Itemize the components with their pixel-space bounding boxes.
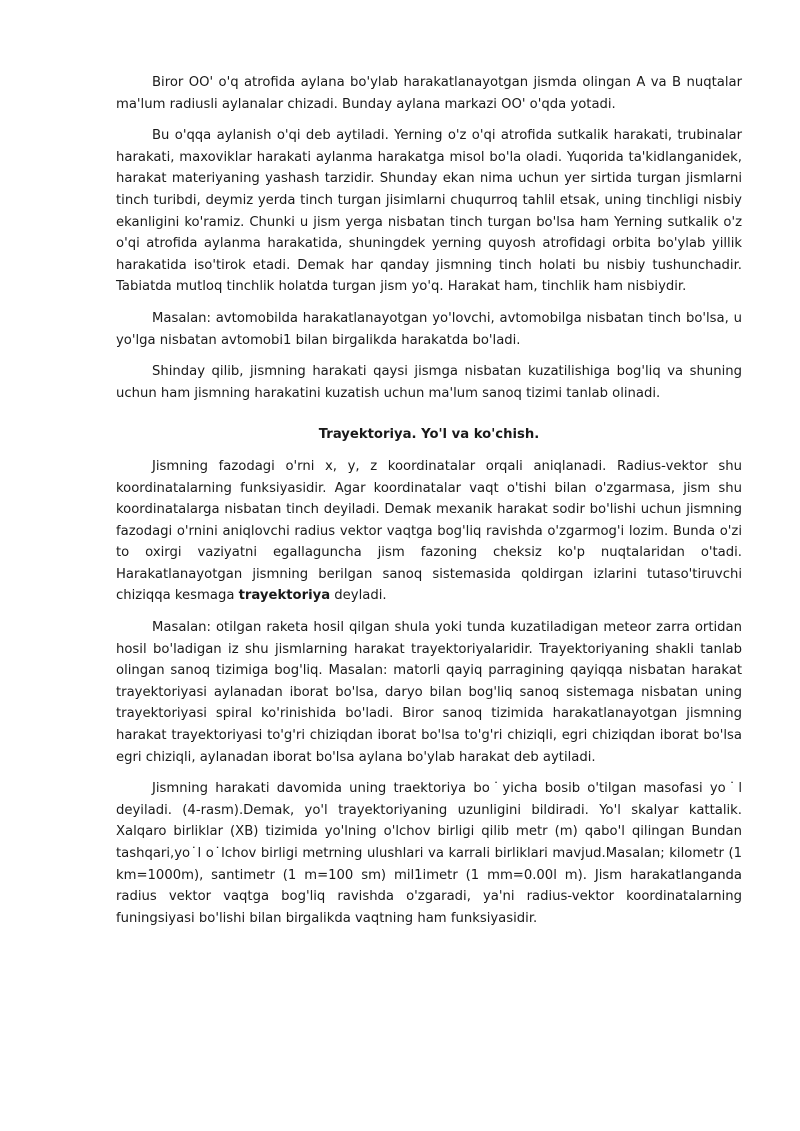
definition-term: trayektoriya: [238, 588, 331, 604]
paragraph-rotation-axis: Biror OO' o'q atrofida aylana bo'ylab harakatlanayotgan jismda olingan A va B nuqtalar ma'lum radiusli aylanalar chizadi. Bunday aylana markazi OO' o'qda yotadi.: [116, 75, 742, 112]
definition-text-before: Jismning fazodagi o'rni x, y, z koordinatalar orqali aniqlanadi. Radius-vektor shu koordinatalarning funksiyasidir. Agar koordinatalar vaqt o'tishi bilan o'zgarmasa, jism shu koordinatalarga nisbatan tinch deyiladi. Demak mexanik harakat sodir bo'lishi uchun jismning fazodagi o'rnini aniqlovchi radius vektor vaqtga bog'liq ravishda o'zgarmog'i lozim. Bunda o'zi to oxirgi vaziyatni egallaguncha jism fazoning cheksiz ko'p nuqtalaridan o'tadi. Harakatlanayotgan jismning berilgan sanoq sistemasida qoldirgan izlarini tutaso'tiruvchi chiziqqa kesmaga: [116, 458, 742, 604]
paragraph-relative-rest: Bu o'qqa aylanish o'qi deb aytiladi. Yerning o'z o'qi atrofida sutkalik harakati, trubinalar harakati, maxoviklar harakati aylanma harakatga misol bo'la oladi. Yuqorida ta'kidlanganidek, harakat materiyaning yashash tarzidir. Shunday ekan nima uchun yer sirtida turgan jismlarni tinch turibdi, deymiz yerda tinch turgan jisimlarni chuqurroq tahlil etsak, uning tinchligi nisbiy ekanligini ko'ramiz. Chunki u jism yerga nisbatan tinch turgan bo'lsa ham Yerning sutkalik o'z o'qi atrofida aylanma harakatida, shuningdek yerning quyosh atrofidagi orbita bo'ylab yillik harakatida iso'tirok etadi. Demak har qanday jismning tinch holati bu nisbiy tushunchadir. Tabiatda mutloq tinchlik holatda turgan jism yo'q. Harakat ham, tinchlik ham nisbiydir.: [116, 128, 742, 295]
paragraph-trajectory-definition: [116, 456, 742, 607]
paragraph-reference-frame: Shinday qilib, jismning harakati qaysi jismga nisbatan kuzatilishiga bog'liq va shuning uchun ham jismning harakatini kuzatish uchun ma'lum sanoq tizimi tanlab olinadi.: [116, 364, 742, 401]
definition-text-after: deyladi.: [330, 588, 387, 604]
document-page: [116, 72, 742, 939]
paragraph-path-length: Jismning harakati davomida uning traektoriya bo˙yicha bosib o'tilgan masofasi yo˙l deyiladi. (4-rasm).Demak, yo'l trayektoriyaning uzunligini bildiradi. Yo'l skalyar kattalik. Xalqaro birliklar (XB) tizimida yo'lning o'lchov birligi qilib metr (m) qabo'l qilingan Bundan tashqari,yo˙l o˙lchov birligi metrning ulushlari va karrali birliklari mavjud.Masalan; kilometr (1 km=1000m), santimetr (1 m=100 sm) mil1imetr (1 mm=0.00l m). Jism harakatlanganda radius vektor vaqtga bog'liq ravishda o'zgaradi, ya'ni radius-vektor koordinatalarning funingsiyasi bo'lishi bilan birgalikda vaqtning ham funksiyasidir.: [116, 781, 742, 926]
paragraph-trajectory-examples: Masalan: otilgan raketa hosil qilgan shula yoki tunda kuzatiladigan meteor zarra ortidan hosil bo'ladigan iz shu jismlarning harakat trayektoriyalaridir. Trayektoriyaning shakli tanlab olingan sanoq tizimiga bog'liq. Masalan: matorli qayiq parragining qayiqqa nisbatan harakat trayektoriyasi aylanadan iborat bo'lsa, daryo bilan bog'liq sanoq sistemaga nisbatan uning trayektoriyasi spiral ko'rinishida bo'ladi. Biror sanoq tizimida harakatlanayotgan jismning harakat trayektoriyasi to'g'ri chiziqdan iborat bo'lsa to'g'ri chiziqli, egri chiziqdan iborat bo'lsa egri chiziqli, aylanadan iborat bo'lsa aylana bo'ylab harakat deb aytiladi.: [116, 620, 742, 765]
paragraph-passenger-example: Masalan: avtomobilda harakatlanayotgan yo'lovchi, avtomobilga nisbatan tinch bo'lsa, u yo'lga nisbatan avtomobi1 bilan birgalikda harakatda bo'ladi.: [116, 310, 742, 348]
section-heading: Trayektoriya. Yo'l va ko'chish.: [318, 427, 540, 443]
